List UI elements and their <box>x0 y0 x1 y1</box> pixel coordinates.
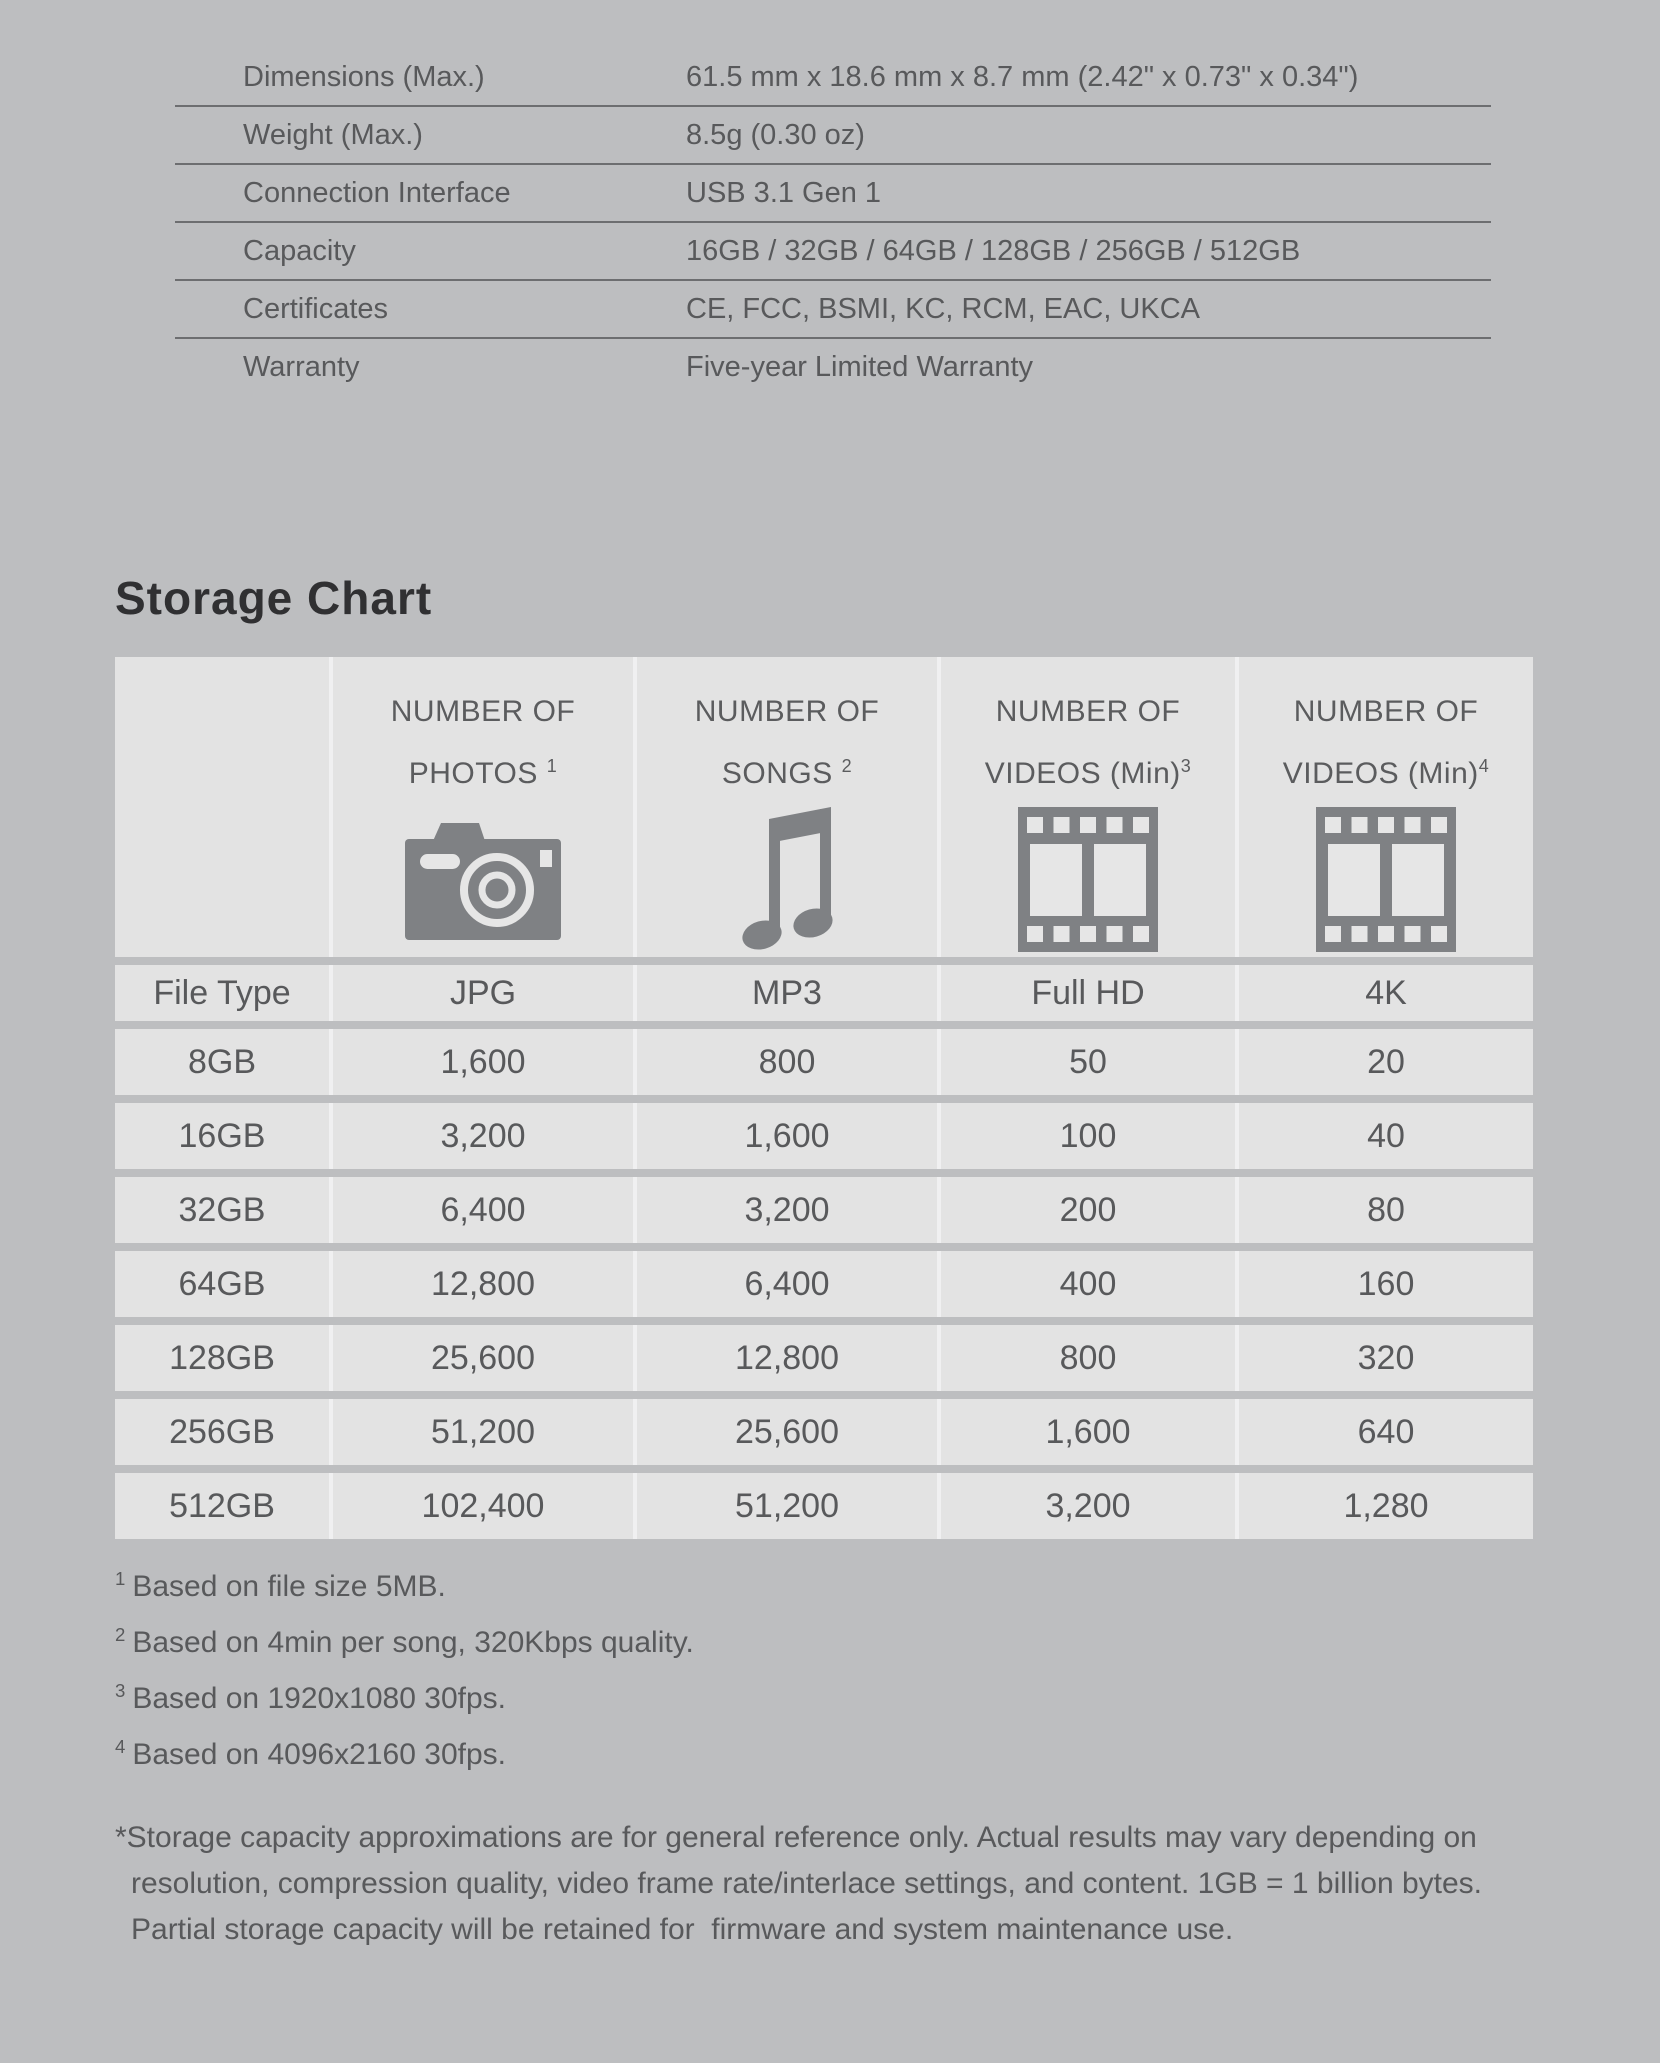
header-videos-fullhd <box>941 657 1235 957</box>
file-type-jpg: JPG <box>333 965 633 1021</box>
file-type-mp3: MP3 <box>637 965 937 1021</box>
spec-row-weight <box>175 107 1491 165</box>
table-row-32gb <box>115 1177 1533 1243</box>
file-type-fullhd: Full HD <box>941 965 1235 1021</box>
footnote-2: $^2$ Based on 4min per song, 320Kbps quality. <box>115 1624 694 1659</box>
header-videos-fullhd-line2: VIDEOS (Min)$^3$ <box>984 756 1192 790</box>
cell-photos: 12,800 <box>333 1251 633 1317</box>
cell-videos-4k: 20 <box>1239 1029 1533 1095</box>
cell-songs: 12,800 <box>637 1325 937 1391</box>
footnotes <box>115 1555 1660 1779</box>
cell-videos-4k: 160 <box>1239 1251 1533 1317</box>
camera-icon <box>333 801 633 957</box>
cell-songs: 6,400 <box>637 1251 937 1317</box>
header-photos-line1: NUMBER OF <box>390 695 576 728</box>
spec-value: 8.5g (0.30 oz) <box>686 118 865 151</box>
cell-videos-fullhd: 100 <box>941 1103 1235 1169</box>
cell-photos: 1,600 <box>333 1029 633 1095</box>
capacity-label: 16GB <box>115 1103 329 1169</box>
spec-label: Weight (Max.) <box>243 118 423 151</box>
cell-songs: 3,200 <box>637 1177 937 1243</box>
cell-videos-fullhd: 50 <box>941 1029 1235 1095</box>
spec-value: 16GB / 32GB / 64GB / 128GB / 256GB / 512GB <box>686 234 1301 267</box>
spec-label: Capacity <box>243 234 356 267</box>
table-row-512gb <box>115 1473 1533 1539</box>
cell-songs: 25,600 <box>637 1399 937 1465</box>
cell-videos-4k: 640 <box>1239 1399 1533 1465</box>
spec-label: Warranty <box>243 350 360 383</box>
header-videos-4k-line2: VIDEOS (Min)$^4$ <box>1282 756 1490 790</box>
spec-row-dimensions <box>175 49 1491 107</box>
spec-label: Dimensions (Max.) <box>243 60 485 93</box>
cell-videos-4k: 1,280 <box>1239 1473 1533 1539</box>
table-row-256gb <box>115 1399 1533 1465</box>
spec-table <box>175 49 1491 395</box>
spec-label: Certificates <box>243 292 389 325</box>
header-songs <box>637 657 937 957</box>
header-photos-line2: PHOTOS $^1$ <box>408 756 558 790</box>
storage-chart-table <box>115 657 1533 1539</box>
cell-songs: 800 <box>637 1029 937 1095</box>
cell-videos-fullhd: 1,600 <box>941 1399 1235 1465</box>
spec-row-certificates <box>175 281 1491 339</box>
film-strip-icon <box>941 801 1235 957</box>
header-photos <box>333 657 633 957</box>
file-type-4k: 4K <box>1239 965 1533 1021</box>
film-strip-icon <box>1239 801 1533 957</box>
table-row-8gb <box>115 1029 1533 1095</box>
file-type-label: File Type <box>115 965 329 1021</box>
capacity-label: 512GB <box>115 1473 329 1539</box>
table-row-64gb <box>115 1251 1533 1317</box>
disclaimer <box>115 1815 1660 1953</box>
disclaimer-line: resolution, compression quality, video frame rate/interlace settings, and content. 1GB = 1 billion bytes. <box>131 1867 1482 1900</box>
page-title: Storage Chart <box>115 572 433 624</box>
footnote-3: $^3$ Based on 1920x1080 30fps. <box>115 1680 506 1715</box>
cell-photos: 6,400 <box>333 1177 633 1243</box>
capacity-label: 32GB <box>115 1177 329 1243</box>
table-row-16gb <box>115 1103 1533 1169</box>
capacity-label: 256GB <box>115 1399 329 1465</box>
spec-value: Five-year Limited Warranty <box>686 350 1034 383</box>
cell-videos-fullhd: 800 <box>941 1325 1235 1391</box>
cell-photos: 102,400 <box>333 1473 633 1539</box>
spec-value: CE, FCC, BSMI, KC, RCM, EAC, UKCA <box>686 292 1200 325</box>
cell-videos-fullhd: 3,200 <box>941 1473 1235 1539</box>
spec-value: 61.5 mm x 18.6 mm x 8.7 mm (2.42" x 0.73" x 0.34") <box>686 60 1359 93</box>
header-corner-cell <box>115 657 329 957</box>
disclaimer-line: *Storage capacity approximations are for general reference only. Actual results may vary depending on <box>115 1821 1477 1854</box>
capacity-label: 8GB <box>115 1029 329 1095</box>
file-type-row <box>115 965 1533 1021</box>
cell-videos-fullhd: 200 <box>941 1177 1235 1243</box>
table-header-row <box>115 657 1533 957</box>
spec-label: Connection Interface <box>243 176 511 209</box>
spec-value: USB 3.1 Gen 1 <box>686 176 882 209</box>
header-songs-line2: SONGS $^2$ <box>721 756 853 790</box>
header-videos-fullhd-line1: NUMBER OF <box>995 695 1181 728</box>
header-videos-4k <box>1239 657 1533 957</box>
cell-photos: 51,200 <box>333 1399 633 1465</box>
cell-songs: 51,200 <box>637 1473 937 1539</box>
table-row-128gb <box>115 1325 1533 1391</box>
cell-videos-4k: 320 <box>1239 1325 1533 1391</box>
capacity-label: 128GB <box>115 1325 329 1391</box>
cell-songs: 1,600 <box>637 1103 937 1169</box>
capacity-label: 64GB <box>115 1251 329 1317</box>
header-videos-4k-line1: NUMBER OF <box>1293 695 1479 728</box>
cell-videos-4k: 80 <box>1239 1177 1533 1243</box>
spec-row-connection-interface <box>175 165 1491 223</box>
footnote-1: $^1$ Based on file size 5MB. <box>115 1568 446 1603</box>
cell-photos: 3,200 <box>333 1103 633 1169</box>
spec-row-capacity <box>175 223 1491 281</box>
spec-row-warranty <box>175 339 1491 395</box>
cell-videos-4k: 40 <box>1239 1103 1533 1169</box>
cell-photos: 25,600 <box>333 1325 633 1391</box>
music-note-icon <box>637 801 937 957</box>
footnote-4: $^4$ Based on 4096x2160 30fps. <box>115 1736 506 1771</box>
disclaimer-line: Partial storage capacity will be retained for firmware and system maintenance use. <box>131 1913 1234 1946</box>
header-songs-line1: NUMBER OF <box>694 695 880 728</box>
cell-videos-fullhd: 400 <box>941 1251 1235 1317</box>
